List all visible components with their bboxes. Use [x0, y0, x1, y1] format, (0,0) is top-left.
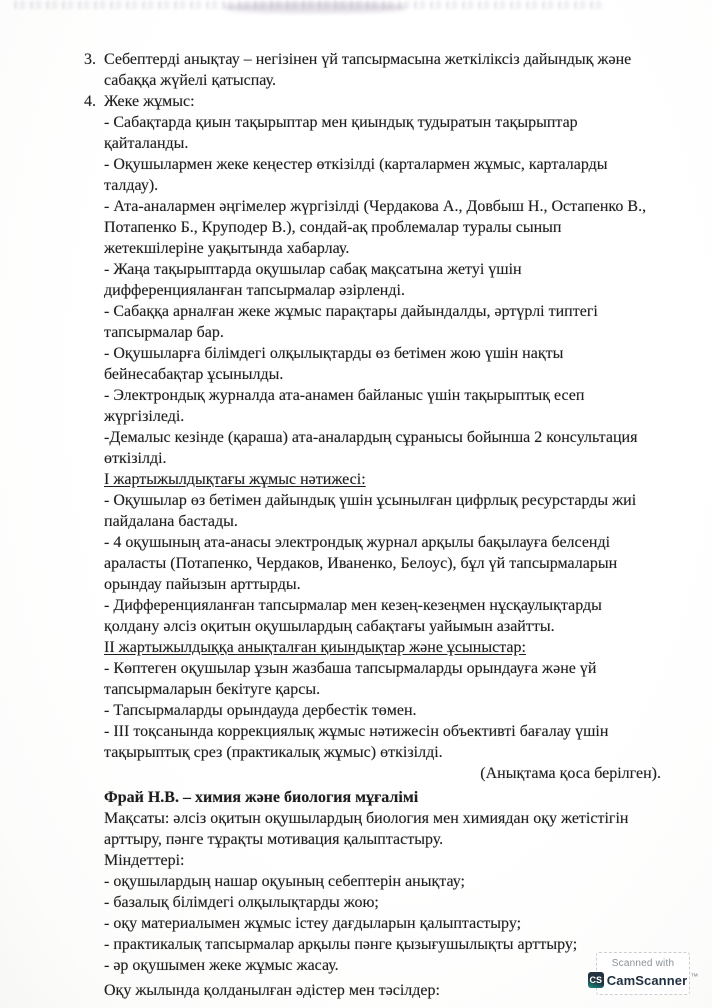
paragraph: - Оқушыларға білімдегі олқылықтарды өз бетімен жою үшін нақты бейнесабақтар ұсынылды. — [104, 345, 564, 383]
paragraph: - Дифференцияланған тапсырмалар мен кезең-кезеңмен нұсқаулықтарды қолдану әлсіз оқитын оқушылардың сабақтағы уайымын азайтты. — [104, 597, 602, 635]
document-body — [84, 49, 661, 1001]
scan-artifact-top-blur — [225, 2, 405, 13]
paragraph: - Оқушылармен жеке кеңестер өткізілді (карталармен жұмыс, карталарды талдау). — [104, 156, 608, 194]
watermark-caption: Scanned with — [611, 958, 675, 969]
paragraph: - 4 оқушының ата-анасы электрондық журнал арқылы бақылауға белсенді араласты (Потапенко, Чердаков, Иваненко, Белоус), бұл үй тапсырмаларын орындау пайызын арттырды. — [104, 534, 618, 593]
watermark-brand-row — [589, 972, 699, 988]
paragraph: - әр оқушымен жеке жұмыс жасау. — [104, 957, 339, 974]
paragraph: Міндеттері: — [104, 852, 185, 869]
list-item-text: Жеке жұмыс: — [104, 93, 195, 110]
paragraph: Мақсаты: әлсіз оқитын оқушылардың биология мен химиядан оқу жетістігін арттыру, пәнге тұрақты мотивация қалыптастыру. — [104, 810, 629, 848]
section-heading-underlined: I жартыжылдықтағы жұмыс нәтижесі: — [104, 471, 366, 488]
section-heading-underlined: II жартыжылдыққа анықталған қиындықтар және ұсыныстар: — [104, 639, 526, 656]
list-number: 4. — [84, 93, 96, 110]
paragraph: - ІІІ тоқсанында коррекциялық жұмыс нәтижесін объективті бағалау үшін тақырыптық срез (практикалық жұмыс) өткізілді. — [104, 723, 609, 761]
paragraph: Оқу жылында қолданылған әдістер мен тәсілдер: — [104, 982, 440, 999]
camscanner-icon: CS — [588, 972, 604, 988]
paragraph: - оқу материалымен жұмыс істеу дағдыларын қалыптастыру; — [104, 915, 522, 932]
paragraph: - Көптеген оқушылар ұзын жазбаша тапсырмаларды орындауға және үй тапсырмаларын бекітуге қарсы. — [104, 660, 597, 698]
paragraph: - практикалық тапсырмалар арқылы пәнге қызығушылықты арттыру; — [104, 936, 578, 953]
paragraph: - Тапсырмаларды орындауда дербестік төмен. — [104, 702, 417, 719]
teacher-section-heading: Фрай Н.В. – химия және биология мұғалімі — [104, 789, 419, 806]
watermark-brand-name: CamScanner — [606, 972, 688, 988]
trademark-symbol: ™ — [690, 972, 699, 981]
paragraph: - Сабақтарда қиын тақырыптар мен қиындық тудыратын тақырыптар қайталанды. — [104, 114, 578, 152]
paragraph: - Ата-аналармен әңгімелер жүргізілді (Чердакова А., Довбыш Н., Остапенко В., Потапенко Б., Круподер В.), сондай-ақ проблемалар туралы сынып жетекшілеріне уақытында хабарлау. — [104, 198, 647, 257]
list-number: 3. — [84, 51, 96, 68]
paragraph: - Электрондық журналда ата-анамен байланыс үшін тақырыптық есеп жүргізіледі. — [104, 387, 585, 425]
list-item-text: Себептерді анықтау – негізінен үй тапсырмасына жеткіліксіз дайындық және сабаққа жүйелі қатыспау. — [104, 51, 632, 89]
paragraph: - Оқушылар өз бетімен дайындық үшін ұсынылған цифрлық ресурстарды жиі пайдалана бастады. — [104, 492, 637, 530]
camscanner-watermark — [589, 952, 699, 995]
numbered-list-item — [84, 49, 661, 91]
numbered-list-item — [84, 91, 661, 112]
paragraph: - Жаңа тақырыптарда оқушылар сабақ мақсатына жетуі үшін дифференцияланған тапсырмалар әзірленді. — [104, 261, 522, 299]
paragraph: - Сабаққа арналған жеке жұмыс парақтары дайындалды, әртүрлі типтегі тапсырмалар бар. — [104, 303, 598, 341]
paragraph: - оқушылардың нашар оқуының себептерін анықтау; — [104, 873, 465, 890]
right-aligned-note: (Анықтама қоса берілген). — [480, 765, 661, 782]
paragraph: - базалық білімдегі олқылықтарды жою; — [104, 894, 379, 911]
paragraph: -Демалыс кезінде (қараша) ата-аналардың сұранысы бойынша 2 консультация өткізілді. — [104, 429, 638, 467]
